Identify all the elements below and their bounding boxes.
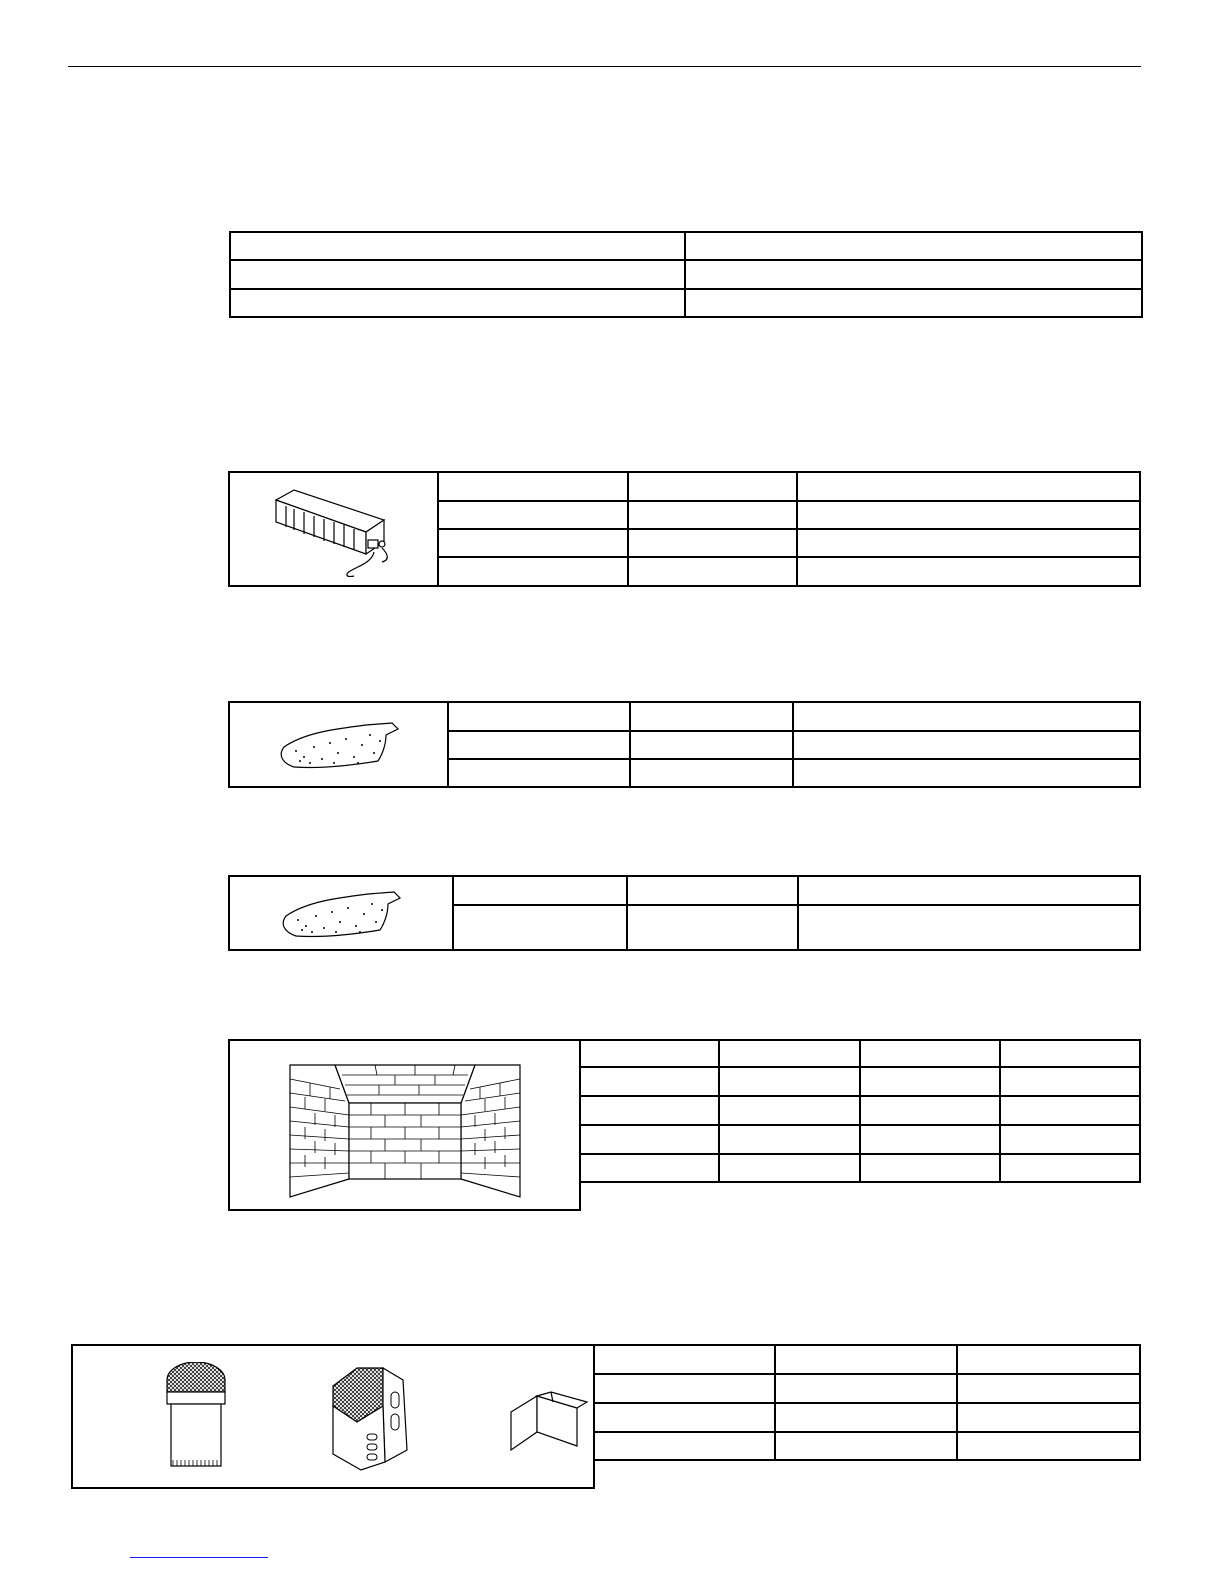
vent-image-panel [71, 1344, 595, 1489]
footer-link[interactable] [130, 1557, 268, 1558]
firebrick-liner-icon [285, 1049, 525, 1201]
round-vent-cap-icon [163, 1362, 229, 1472]
square-vent-cap-icon [327, 1362, 411, 1474]
vent-table [593, 1344, 1141, 1461]
firebrick-image-panel [228, 1039, 581, 1211]
header-rule [68, 66, 1141, 67]
vent-shield-icon [507, 1390, 591, 1460]
ember-image-cell [230, 703, 449, 786]
ember-image-cell [230, 877, 454, 949]
table-cell [685, 260, 1142, 289]
ember-table-b [228, 875, 1141, 951]
firebrick-table [579, 1039, 1141, 1183]
blower-table [228, 471, 1141, 587]
spec-table-simple [229, 231, 1143, 318]
table-cell [230, 260, 685, 289]
blower-fan-icon [264, 482, 404, 577]
table-cell [230, 289, 685, 317]
ember-table-a [228, 701, 1141, 788]
blower-image-cell [230, 473, 439, 585]
table-cell [230, 232, 685, 260]
ember-mat-icon [274, 717, 404, 772]
ember-mat-icon [276, 886, 406, 941]
table-cell [685, 289, 1142, 317]
table-cell [685, 232, 1142, 260]
